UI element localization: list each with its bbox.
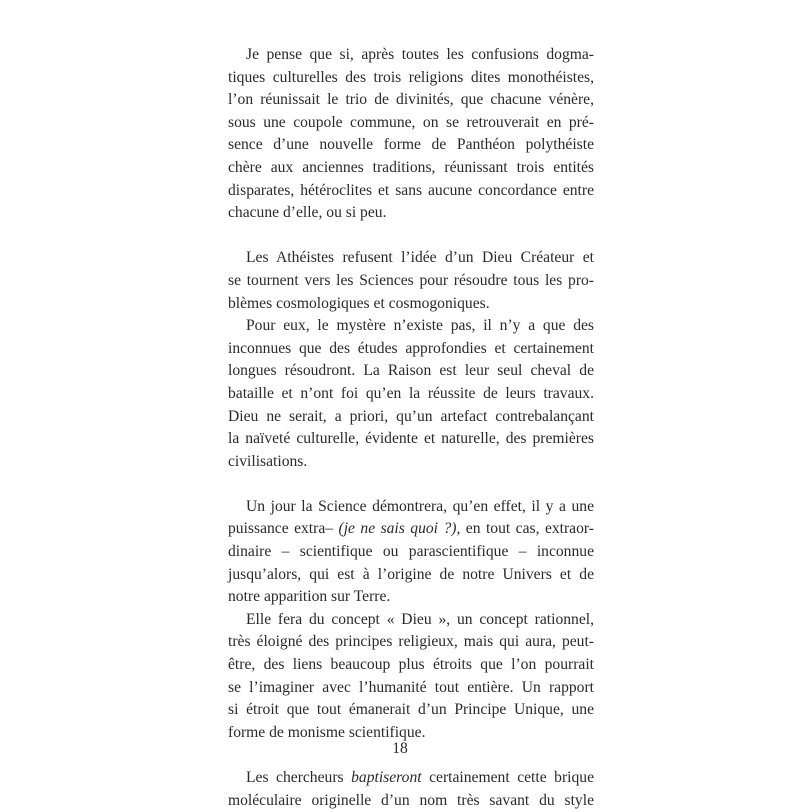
text-line: Pour eux, le mystère n’existe pas, il n’y a que des	[246, 317, 594, 335]
italic-word: baptiseront	[351, 769, 422, 786]
text-line: se tournent vers les Sciences pour résoudre tous les pro-	[228, 271, 594, 289]
paragraph-5	[228, 609, 594, 745]
text-line: être, des liens beaucoup plus étroits que l’on pourrait	[228, 656, 594, 674]
text-line: forme de monisme scientifique.	[228, 723, 426, 741]
text-line	[228, 790, 594, 812]
text-line: la naïveté culturelle, évidente et naturelle, des premières	[228, 430, 594, 448]
text-line: sous une coupole commune, on se retrouverait en pré-	[228, 113, 594, 131]
text-line	[228, 586, 594, 609]
paragraph-spacer	[228, 225, 594, 248]
text-line: disparates, hétéroclites et sans aucune concordance entre	[228, 181, 594, 199]
text-line: si étroit que tout émanerait d’un Principe Unique, une	[228, 701, 594, 719]
text-line: Elle fera du concept « Dieu », un concept rationnel,	[246, 610, 594, 628]
text-line: Dieu ne serait, a priori, qu’un artefact contrebalançant	[228, 407, 594, 425]
text-line	[228, 541, 594, 564]
text-line: l’on réunissait le trio de divinités, que chacune vénère,	[228, 91, 594, 109]
text-line: se l’imaginer avec l’humanité tout entière. Un rapport	[228, 678, 594, 696]
text-run: Un jour la Science démontrera, qu’en effet, il y a une	[246, 497, 594, 515]
text-line: chacune d’elle, ou si peu.	[228, 204, 387, 222]
text-line	[228, 767, 594, 790]
text-line: sence d’une nouvelle forme de Panthéon polythéiste	[228, 136, 594, 154]
paragraph-2	[228, 247, 594, 315]
text-run: , en tout cas, extraor-	[456, 520, 594, 538]
italic-aside: (je ne sais quoi ?)	[338, 520, 457, 538]
text-run: moléculaire originelle d’un nom très savant du style	[228, 791, 594, 809]
page-number: 18	[392, 740, 408, 757]
paragraph-1	[228, 44, 594, 225]
text-line: très éloigné des principes religieux, mais qui aura, peut-	[228, 633, 594, 651]
text-run: Les chercheurs	[246, 769, 352, 786]
text-line	[228, 564, 594, 587]
text-line: bataille et n’ont foi qu’en la réussite de leurs travaux.	[228, 384, 594, 402]
text-run: notre apparition sur Terre.	[228, 588, 391, 606]
paragraph-6	[228, 767, 594, 812]
paragraph-3	[228, 315, 594, 473]
text-line: civilisations.	[228, 452, 308, 470]
text-line	[228, 518, 594, 541]
text-line: longues résoudront. La Raison est leur seul cheval de	[228, 362, 594, 380]
text-line: inconnues que des études approfondies et certainement	[228, 339, 594, 357]
text-line: tiques culturelles des trois religions dites monothéistes,	[228, 68, 594, 86]
text-line: blèmes cosmologiques et cosmogoniques.	[228, 294, 490, 312]
text-run: certainement cette brique	[421, 769, 594, 786]
text-line	[228, 496, 594, 519]
text-run: jusqu’alors, qui est à l’origine de notre Univers et de	[228, 565, 594, 583]
paragraph-spacer	[228, 473, 594, 496]
text-run: puissance extra–	[228, 520, 339, 538]
text-line: chère aux anciennes traditions, réunissant trois entités	[228, 158, 594, 176]
body-text	[228, 44, 594, 812]
text-line: Je pense que si, après toutes les confusions dogma-	[246, 46, 594, 63]
text-run: dinaire – scientifique ou parascientifique – inconnue	[228, 543, 594, 561]
text-line: Les Athéistes refusent l’idée d’un Dieu Créateur et	[246, 249, 594, 267]
paragraph-4	[228, 496, 594, 609]
